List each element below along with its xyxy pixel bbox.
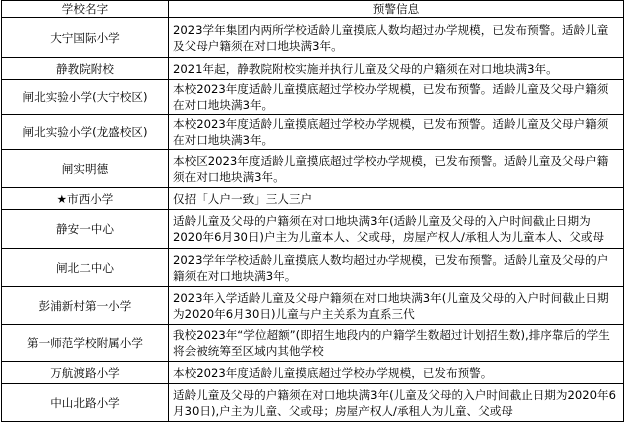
warning-info-cell: 2021年起，静教院附校实施并执行儿童及父母的户籍须在对口地块满3年。 xyxy=(169,58,624,80)
warning-info-cell: 2023年入学适龄儿童及父母户籍须在对口地块满3年(儿童及父母的入户时间截止日期为2020年6月30日)儿童与户主关系为直系三代 xyxy=(169,287,624,325)
warning-info-cell: 本校2023年度适龄儿童摸底超过学校办学规模，已发布预警。适龄儿童及父母户籍须在对口地块满3年。 xyxy=(169,115,624,150)
warning-info-cell: 我校2023年“学位超额”(即招生地段内的户籍学生数超过计划招生数),排序靠后的学生将会被统筹至区域内其他学校 xyxy=(169,325,624,362)
table-row xyxy=(2,18,624,58)
table-row xyxy=(2,80,624,115)
school-name-cell: 大宁国际小学 xyxy=(2,18,169,58)
school-name-cell: 静安一中心 xyxy=(2,210,169,249)
warning-info-cell: 2023学年学校适龄儿童摸底人数均超过办学规模，已发布预警。适龄儿童及父母的户籍须在对口地块满3年。 xyxy=(169,249,624,287)
school-name-cell: 中山北路小学 xyxy=(2,384,169,422)
school-name-cell: 闸实明德 xyxy=(2,150,169,188)
warning-info-cell: 本校区2023年度适龄儿童摸底超过学校办学规模，已发布预警。适龄儿童及父母户籍须在对口地块满3年。 xyxy=(169,150,624,188)
table-row xyxy=(2,249,624,287)
school-name-cell: 万航渡路小学 xyxy=(2,362,169,384)
warning-info-cell: 仅招「人户一致」三人三户 xyxy=(169,188,624,210)
school-name-cell: ★市西小学 xyxy=(2,188,169,210)
table-row xyxy=(2,188,624,210)
warning-info-cell: 2023学年集团内两所学校适龄儿童摸底人数均超过办学规模，已发布预警。适龄儿童及父母户籍须在对口地块满3年。 xyxy=(169,18,624,58)
school-name-cell: 闸北二中心 xyxy=(2,249,169,287)
table-row xyxy=(2,287,624,325)
school-name-cell: 闸北实验小学(大宁校区) xyxy=(2,80,169,115)
school-name-cell: 静教院附校 xyxy=(2,58,169,80)
school-name-cell: 彭浦新村第一小学 xyxy=(2,287,169,325)
school-warning-table xyxy=(1,0,624,422)
table-row xyxy=(2,325,624,362)
header-warning-info: 预警信息 xyxy=(169,1,624,18)
header-school-name: 学校名字 xyxy=(2,1,169,18)
table-row xyxy=(2,384,624,422)
school-name-cell: 第一师范学校附属小学 xyxy=(2,325,169,362)
warning-info-cell: 本校2023年度适龄儿童摸底超过学校办学规模，已发布预警。 xyxy=(169,362,624,384)
school-name-cell: 闸北实验小学(龙盛校区) xyxy=(2,115,169,150)
header-row xyxy=(2,1,624,18)
warning-info-cell: 适龄儿童及父母的户籍须在对口地块满3年(儿童及父母的入户时间截止日期为2020年6月30日),户主为儿童、父或母；房屋产权人/承租人为儿童、父或母 xyxy=(169,384,624,422)
table-row xyxy=(2,58,624,80)
table-row xyxy=(2,115,624,150)
warning-info-cell: 适龄儿童及父母的户籍须在对口地块满3年(适龄儿童及父母的入户时间截止日期为2020年6月30日)户主为儿童本人、父或母，房屋产权人/承租人为儿童本人、父或母 xyxy=(169,210,624,249)
table-row xyxy=(2,150,624,188)
table-row xyxy=(2,210,624,249)
table-row xyxy=(2,362,624,384)
warning-info-cell: 本校2023年度适龄儿童摸底超过学校办学规模，已发布预警。适龄儿童及父母户籍须在对口地块满3年。 xyxy=(169,80,624,115)
